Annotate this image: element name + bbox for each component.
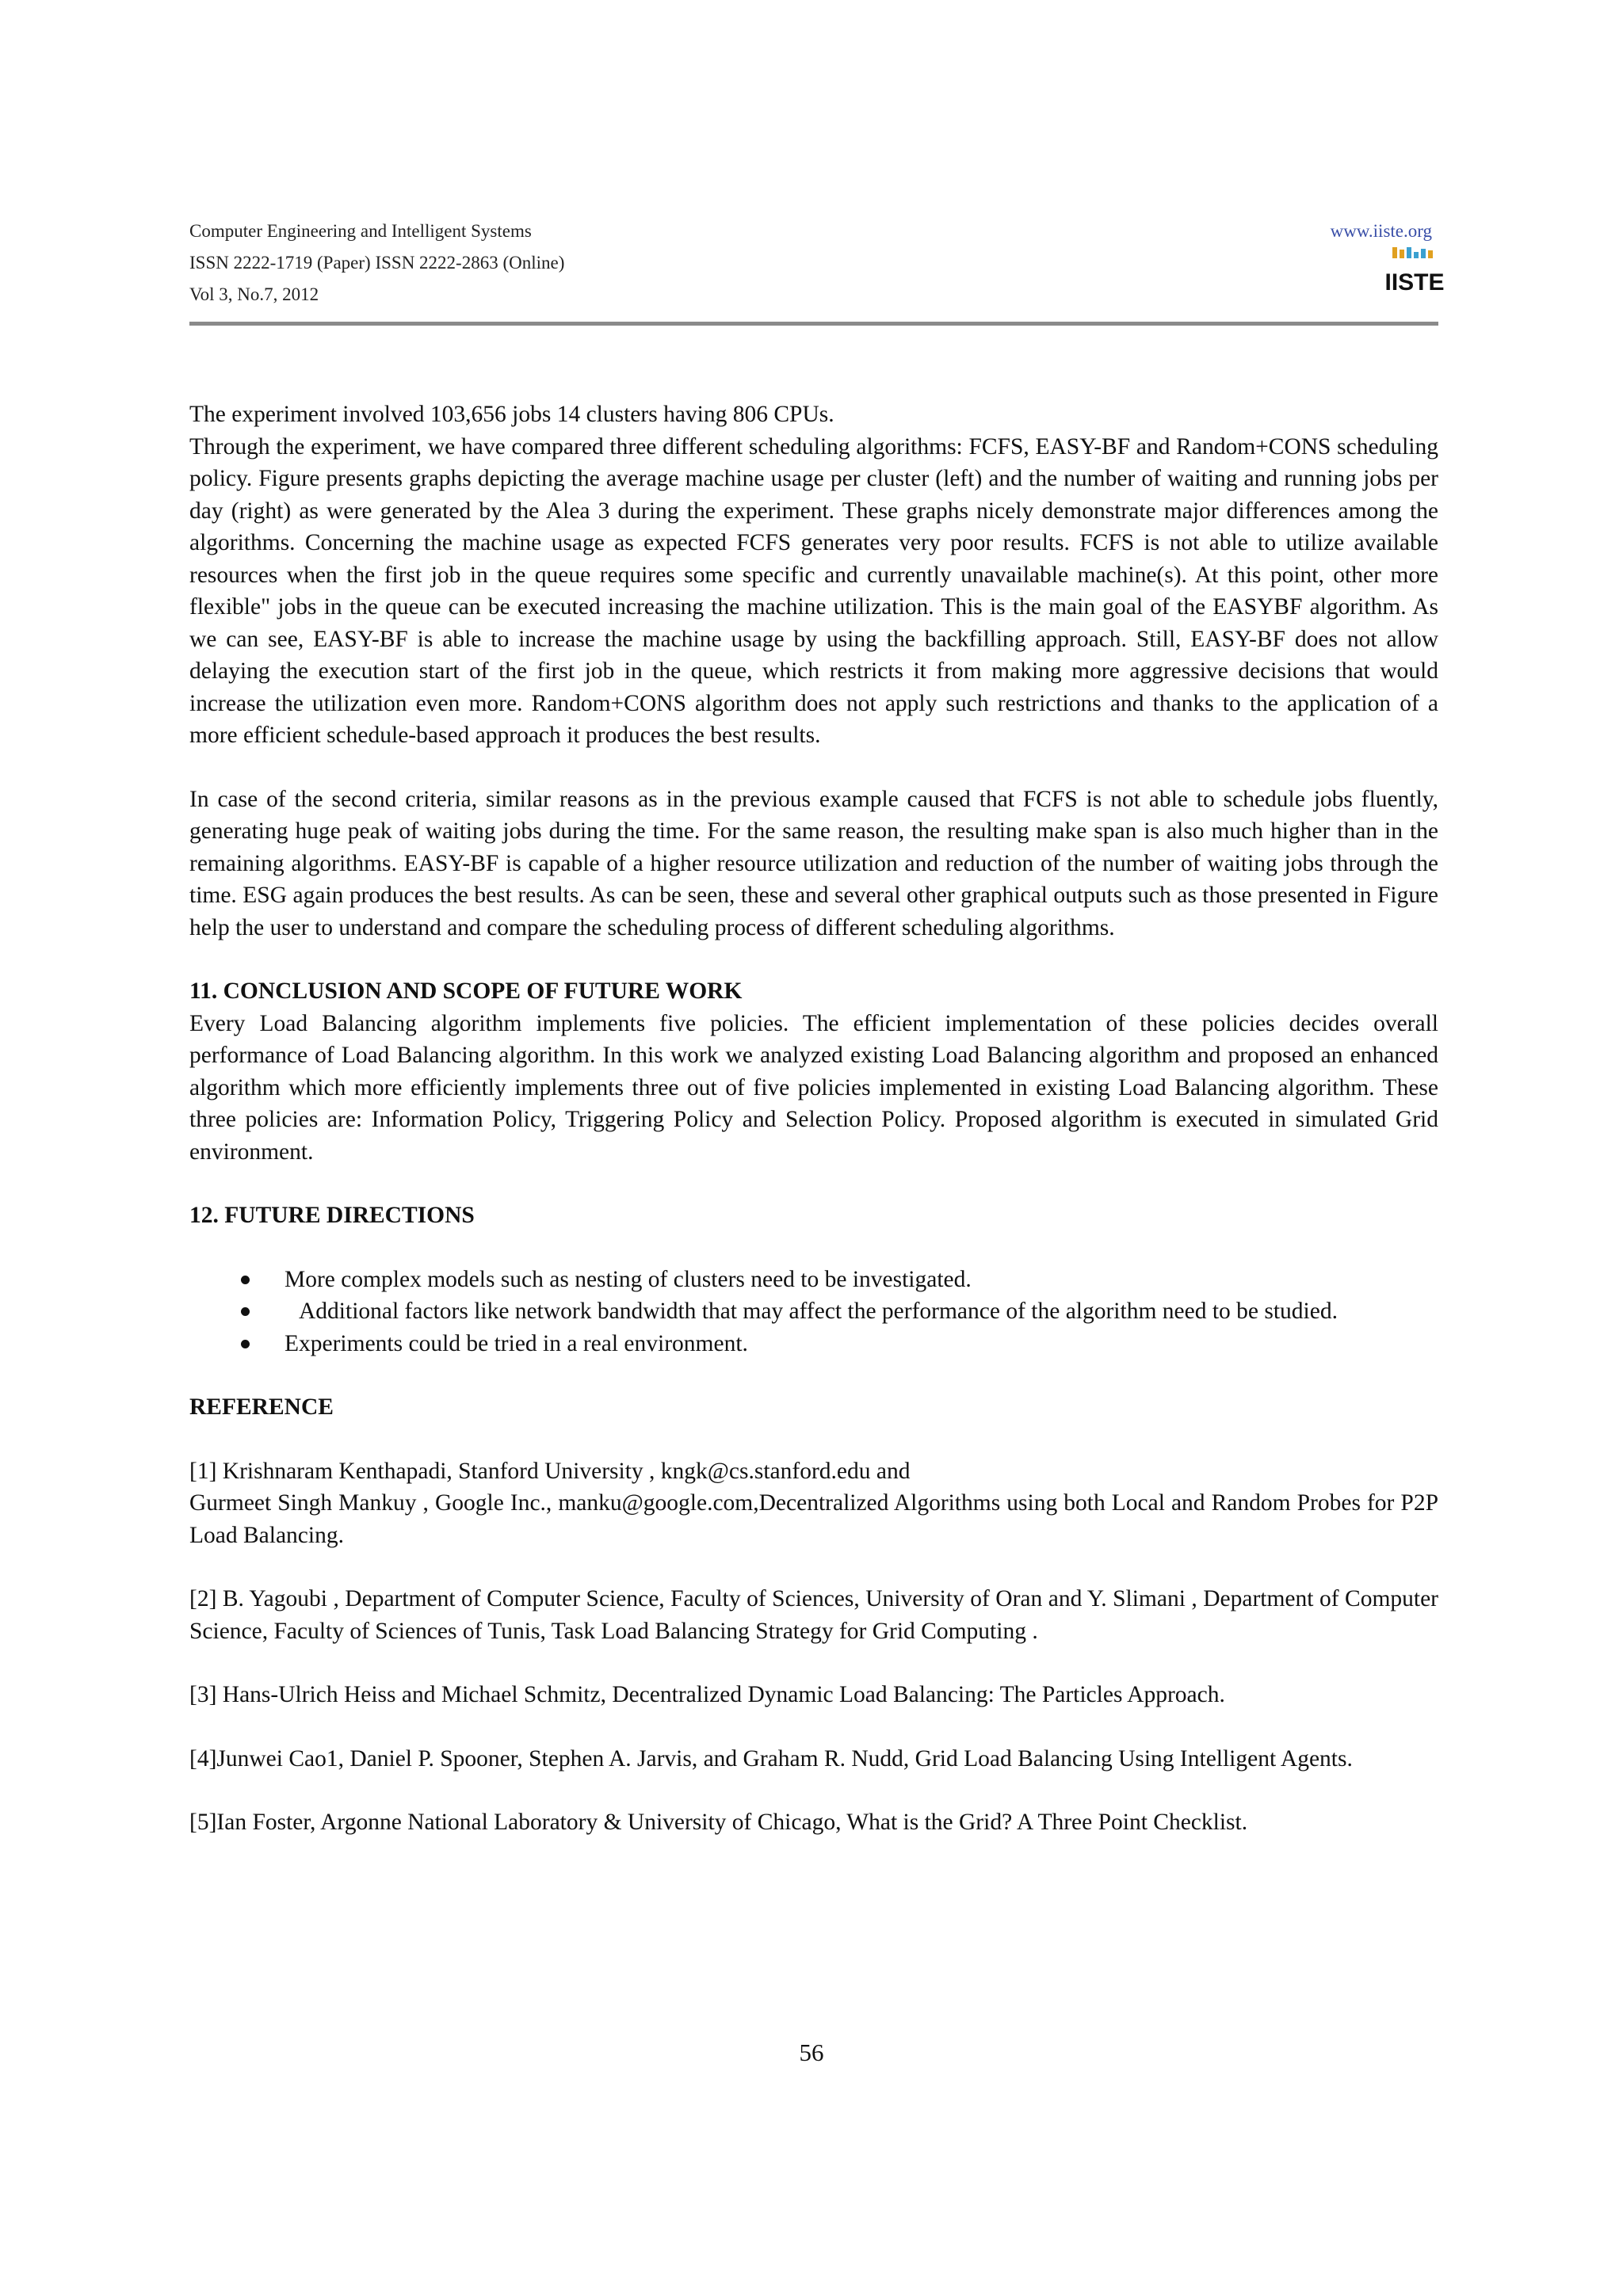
reference-1-cont: Gurmeet Singh Mankuy , Google Inc., manku@google.com,Decentralized Algorithms using both Local and Random Probes for P2P Load Balancing. bbox=[189, 1490, 1438, 1548]
volume-info: Vol 3, No.7, 2012 bbox=[189, 284, 319, 304]
list-item: More complex models such as nesting of clusters need to be investigated. bbox=[189, 1264, 1438, 1296]
list-item: Additional factors like network bandwidth that may affect the performance of the algorithm need to be studied. bbox=[189, 1295, 1438, 1328]
body-content bbox=[189, 399, 1438, 1839]
bullet-icon bbox=[241, 1276, 250, 1284]
reference-2: [2] B. Yagoubi , Department of Computer Science, Faculty of Sciences, University of Oran and Y. Slimani , Department of Computer Science, Faculty of Sciences of Tunis, Task Load Balancing Strategy for Grid Computing . bbox=[189, 1586, 1438, 1644]
section-11-heading: 11. CONCLUSION AND SCOPE OF FUTURE WORK bbox=[189, 978, 743, 1004]
journal-title: Computer Engineering and Intelligent Systems bbox=[189, 221, 532, 241]
future-directions-list bbox=[189, 1264, 1438, 1360]
journal-url[interactable]: www.iiste.org bbox=[1330, 221, 1432, 241]
page-number: 56 bbox=[799, 2039, 824, 2066]
issn: ISSN 2222-1719 (Paper) ISSN 2222-2863 (Online) bbox=[189, 253, 565, 273]
reference-5: [5]Ian Foster, Argonne National Laboratory & University of Chicago, What is the Grid? A Three Point Checklist. bbox=[189, 1810, 1248, 1835]
paragraph-1: The experiment involved 103,656 jobs 14 clusters having 806 CPUs. bbox=[189, 402, 834, 427]
reference-1: [1] Krishnaram Kenthapadi, Stanford University , kngk@cs.stanford.edu and bbox=[189, 1458, 911, 1484]
list-item: Experiments could be tried in a real environment. bbox=[189, 1328, 1438, 1360]
bullet-icon bbox=[241, 1340, 250, 1348]
reference-3: [3] Hans-Ulrich Heiss and Michael Schmitz, Decentralized Dynamic Load Balancing: The Particles Approach. bbox=[189, 1682, 1225, 1707]
bullet-icon bbox=[241, 1307, 250, 1316]
section-12-heading: 12. FUTURE DIRECTIONS bbox=[189, 1203, 475, 1228]
paragraph-4: Every Load Balancing algorithm implements five policies. The efficient implementation of these policies decides overall performance of Load Balancing algorithm. In this work we analyzed existing Load Balancing algorithm and proposed an enhanced algorithm which more efficiently implements three out of five policies implemented in existing Load Balancing algorithm. These three policies are: Information Policy, Triggering Policy and Selection Policy. Proposed algorithm is executed in simulated Grid environment. bbox=[189, 1010, 1438, 1165]
header-rule bbox=[189, 322, 1438, 326]
reference-heading: REFERENCE bbox=[189, 1394, 334, 1420]
paragraph-3: In case of the second criteria, similar reasons as in the previous example caused that FCFS is not able to schedule jobs fluently, generating huge peak of waiting jobs during the time. For the same reason, the resulting make span is also much higher than in the remaining algorithms. EASY-BF is capable of a higher resource utilization and reduction of the number of waiting jobs through the time. ESG again produces the best results. As can be seen, these and several other graphical outputs such as those presented in Figure help the user to understand and compare the scheduling process of different scheduling algorithms. bbox=[189, 786, 1438, 940]
reference-4: [4]Junwei Cao1, Daniel P. Spooner, Stephen A. Jarvis, and Graham R. Nudd, Grid Load Balancing Using Intelligent Agents. bbox=[189, 1745, 1353, 1772]
logo-text: IISTE bbox=[1384, 269, 1445, 296]
iiste-logo bbox=[1384, 246, 1445, 296]
page-header bbox=[189, 215, 1445, 324]
paragraph-2: Through the experiment, we have compared three different scheduling algorithms: FCFS, EASY-BF and Random+CONS scheduling policy. Figure presents graphs depicting the average machine usage per cluster (left) and the number of waiting and running jobs per day (right) as were generated by the Alea 3 during the experiment. These graphs nicely demonstrate major differences among the algorithms. Concerning the machine usage as expected FCFS generates very poor results. FCFS is not able to utilize available resources when the first job in the queue requires some specific and currently unavailable machine(s). At this point, other more flexible" jobs in the queue can be executed increasing the machine utilization. This is the main goal of the EASYBF algorithm. As we can see, EASY-BF is able to increase the machine usage by using the backfilling approach. Still, EASY-BF does not allow delaying the execution start of the first job in the queue, which restricts it from making more aggressive decisions that would increase the utilization even more. Random+CONS algorithm does not apply such restrictions and thanks to the application of a more efficient schedule-based approach it produces the best results. bbox=[189, 433, 1438, 748]
